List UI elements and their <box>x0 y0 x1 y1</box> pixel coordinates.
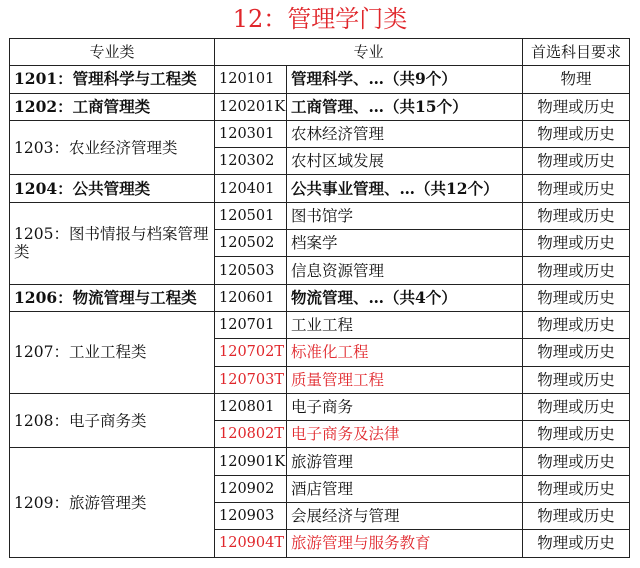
major-code-cell: 120903 <box>215 503 287 530</box>
major-code-cell: 120401 <box>215 175 287 202</box>
page-title: 12：管理学门类 <box>232 5 408 33</box>
major-code-cell: 120701 <box>215 311 287 338</box>
requirement-cell: 物理或历史 <box>523 339 630 366</box>
requirement-cell: 物理或历史 <box>523 148 630 175</box>
major-code-cell: 120502 <box>215 230 287 257</box>
category-cell: 1206：物流管理与工程类 <box>10 284 215 311</box>
major-code-cell: 120904T <box>215 530 287 557</box>
requirement-cell: 物理或历史 <box>523 230 630 257</box>
category-cell: 1204：公共管理类 <box>10 175 215 202</box>
category-cell: 1203：农业经济管理类 <box>10 120 215 175</box>
requirement-cell: 物理或历史 <box>523 503 630 530</box>
major-name-cell: 工商管理、…（共15个） <box>287 93 523 120</box>
major-code-cell: 120703T <box>215 366 287 393</box>
requirement-cell: 物理或历史 <box>523 475 630 502</box>
table-row <box>10 66 630 93</box>
requirement-cell: 物理或历史 <box>523 530 630 557</box>
table-body <box>10 66 630 557</box>
major-code-cell: 120801 <box>215 393 287 420</box>
table-row <box>10 311 630 338</box>
table-row <box>10 393 630 420</box>
table-header-row <box>10 39 630 66</box>
major-name-cell: 信息资源管理 <box>287 257 523 284</box>
major-name-cell: 管理科学、…（共9个） <box>287 66 523 93</box>
major-name-cell: 旅游管理 <box>287 448 523 475</box>
table-row <box>10 284 630 311</box>
major-name-cell: 质量管理工程 <box>287 366 523 393</box>
category-cell: 1208：电子商务类 <box>10 393 215 448</box>
table-row <box>10 202 630 229</box>
major-name-cell: 档案学 <box>287 230 523 257</box>
major-name-cell: 标准化工程 <box>287 339 523 366</box>
major-name-cell: 农林经济管理 <box>287 120 523 147</box>
requirement-cell: 物理或历史 <box>523 257 630 284</box>
header-requirement: 首选科目要求 <box>523 39 630 66</box>
header-major: 专业 <box>215 39 523 66</box>
major-code-cell: 120101 <box>215 66 287 93</box>
major-code-cell: 120702T <box>215 339 287 366</box>
table-row <box>10 448 630 475</box>
requirement-cell: 物理或历史 <box>523 393 630 420</box>
category-cell: 1201：管理科学与工程类 <box>10 66 215 93</box>
table-row <box>10 93 630 120</box>
requirement-cell: 物理或历史 <box>523 284 630 311</box>
major-code-cell: 120302 <box>215 148 287 175</box>
major-name-cell: 物流管理、…（共4个） <box>287 284 523 311</box>
requirement-cell: 物理或历史 <box>523 93 630 120</box>
major-code-cell: 120902 <box>215 475 287 502</box>
requirement-cell: 物理 <box>523 66 630 93</box>
major-table <box>9 38 630 558</box>
header-category: 专业类 <box>10 39 215 66</box>
requirement-cell: 物理或历史 <box>523 120 630 147</box>
major-name-cell: 电子商务 <box>287 393 523 420</box>
major-name-cell: 旅游管理与服务教育 <box>287 530 523 557</box>
major-code-cell: 120503 <box>215 257 287 284</box>
major-name-cell: 工业工程 <box>287 311 523 338</box>
major-code-cell: 120802T <box>215 421 287 448</box>
requirement-cell: 物理或历史 <box>523 311 630 338</box>
category-cell: 1202：工商管理类 <box>10 93 215 120</box>
category-cell: 1205：图书情报与档案管理类 <box>10 202 215 284</box>
category-cell: 1209：旅游管理类 <box>10 448 215 557</box>
major-name-cell: 图书馆学 <box>287 202 523 229</box>
major-name-cell: 农村区域发展 <box>287 148 523 175</box>
requirement-cell: 物理或历史 <box>523 202 630 229</box>
major-name-cell: 公共事业管理、…（共12个） <box>287 175 523 202</box>
major-code-cell: 120601 <box>215 284 287 311</box>
requirement-cell: 物理或历史 <box>523 421 630 448</box>
major-code-cell: 120501 <box>215 202 287 229</box>
major-code-cell: 120201K <box>215 93 287 120</box>
requirement-cell: 物理或历史 <box>523 448 630 475</box>
requirement-cell: 物理或历史 <box>523 175 630 202</box>
major-code-cell: 120301 <box>215 120 287 147</box>
requirement-cell: 物理或历史 <box>523 366 630 393</box>
category-cell: 1207：工业工程类 <box>10 311 215 393</box>
major-name-cell: 会展经济与管理 <box>287 503 523 530</box>
table-row <box>10 120 630 147</box>
major-name-cell: 电子商务及法律 <box>287 421 523 448</box>
major-code-cell: 120901K <box>215 448 287 475</box>
table-row <box>10 175 630 202</box>
major-name-cell: 酒店管理 <box>287 475 523 502</box>
